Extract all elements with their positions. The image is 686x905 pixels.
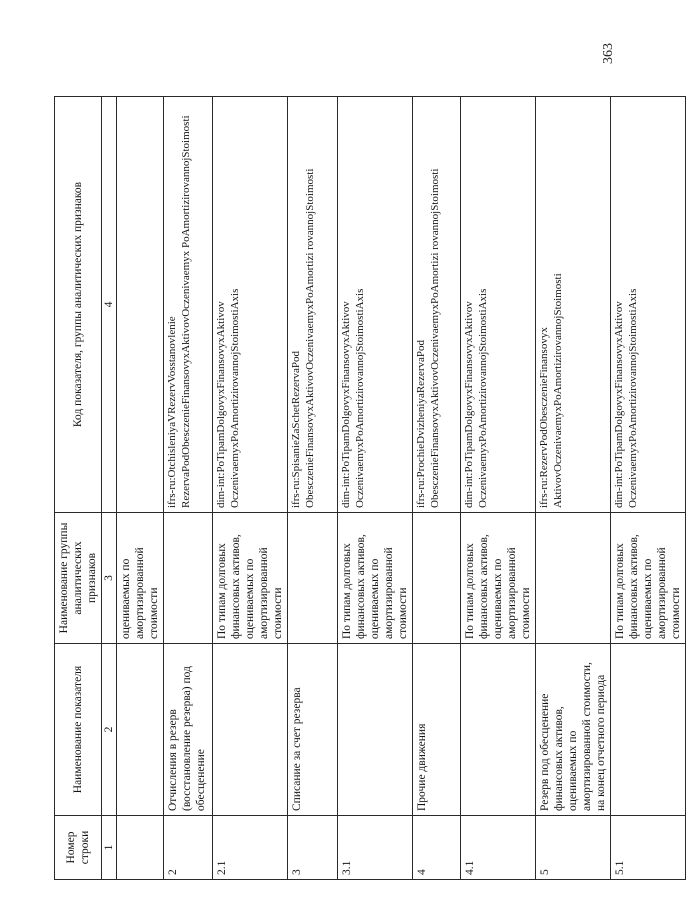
group-name: По типам долговых финансовых активов, оцениваемых по амортизированной стоимости xyxy=(611,513,686,644)
indicator-code xyxy=(117,97,164,513)
table-row xyxy=(117,97,164,880)
group-name: По типам долговых финансовых активов, оцениваемых по амортизированной стоимости xyxy=(461,513,536,644)
header-indicator-name: Наименование показателя xyxy=(55,644,102,816)
group-name xyxy=(288,513,338,644)
indicator-name: Резерв под обесценение финансовых активов, оцениваемых по амортизированной стоимости, на конец отчетного периода xyxy=(536,644,611,816)
group-name: оцениваемых по амортизированной стоимости xyxy=(117,513,164,644)
indicator-name xyxy=(338,644,413,816)
table-row xyxy=(461,97,536,880)
row-number: 5 xyxy=(536,816,611,880)
table-row xyxy=(413,97,461,880)
indicator-code: dim-int:PoTipamDolgovyxFinansovyxAktivov OczenivaemyxPoAmortizirovannojStoimostiAxis xyxy=(338,97,413,513)
group-name xyxy=(536,513,611,644)
header-group-name: Наименование группы аналитических признаков xyxy=(55,513,102,644)
group-name xyxy=(413,513,461,644)
table-row xyxy=(611,97,686,880)
indicator-name xyxy=(117,644,164,816)
indicator-code: ifrs-ru:ProchieDvizheniyaRezervaPod ObesczenieFinansovyxAktivovOczenivaemyxPoAmortizi rovannojStoimosti xyxy=(413,97,461,513)
indicator-name xyxy=(611,644,686,816)
column-number: 2 xyxy=(102,644,117,816)
row-number: 4.1 xyxy=(461,816,536,880)
indicator-name xyxy=(213,644,288,816)
table-row xyxy=(536,97,611,880)
indicator-table xyxy=(54,96,686,880)
header-code: Код показателя, группы аналитических признаков xyxy=(55,97,102,513)
indicator-code: ifrs-ru:RezervPodObesczenieFinansovyx AktivovOczenivaemyxPoAmortizirovannojStoimosti xyxy=(536,97,611,513)
table-row xyxy=(338,97,413,880)
indicator-name: Списание за счет резерва xyxy=(288,644,338,816)
column-number: 1 xyxy=(102,816,117,880)
table-row xyxy=(288,97,338,880)
column-number: 3 xyxy=(102,513,117,644)
column-numbers-row xyxy=(102,97,117,880)
table-row xyxy=(213,97,288,880)
indicator-code: ifrs-ru:SpisanieZaSchetRezervaPod ObesczenieFinansovyxAktivovOczenivaemyxPoAmortizi rovannojStoimosti xyxy=(288,97,338,513)
group-name: По типам долговых финансовых активов, оцениваемых по амортизированной стоимости xyxy=(338,513,413,644)
table-header-row xyxy=(55,97,102,880)
row-number: 4 xyxy=(413,816,461,880)
indicator-code: ifrs-ru:OtchisleniyaVRezervVosstanovlenie RezervaPodObesczenieFinansovyxAktivovOczenivaemyx PoAmortizirovannojStoimosti xyxy=(164,97,213,513)
table-row xyxy=(164,97,213,880)
row-number: 5.1 xyxy=(611,816,686,880)
column-number: 4 xyxy=(102,97,117,513)
row-number: 2 xyxy=(164,816,213,880)
row-number xyxy=(117,816,164,880)
row-number: 2.1 xyxy=(213,816,288,880)
group-name: По типам долговых финансовых активов, оцениваемых по амортизированной стоимости xyxy=(213,513,288,644)
group-name xyxy=(164,513,213,644)
indicator-code: dim-int:PoTipamDolgovyxFinansovyxAktivov OczenivaemyxPoAmortizirovannojStoimostiAxis xyxy=(461,97,536,513)
indicator-code: dim-int:PoTipamDolgovyxFinansovyxAktivov OczenivaemyxPoAmortizirovannojStoimostiAxis xyxy=(213,97,288,513)
row-number: 3 xyxy=(288,816,338,880)
row-number: 3.1 xyxy=(338,816,413,880)
indicator-name: Отчисления в резерв (восстановление резерва) под обесценение xyxy=(164,644,213,816)
indicator-name: Прочие движения xyxy=(413,644,461,816)
header-row-number: Номер строки xyxy=(55,816,102,880)
page-number: 363 xyxy=(601,43,616,64)
indicator-code: dim-int:PoTipamDolgovyxFinansovyxAktivov OczenivaemyxPoAmortizirovannojStoimostiAxis xyxy=(611,97,686,513)
document-sheet xyxy=(54,97,683,880)
indicator-name xyxy=(461,644,536,816)
